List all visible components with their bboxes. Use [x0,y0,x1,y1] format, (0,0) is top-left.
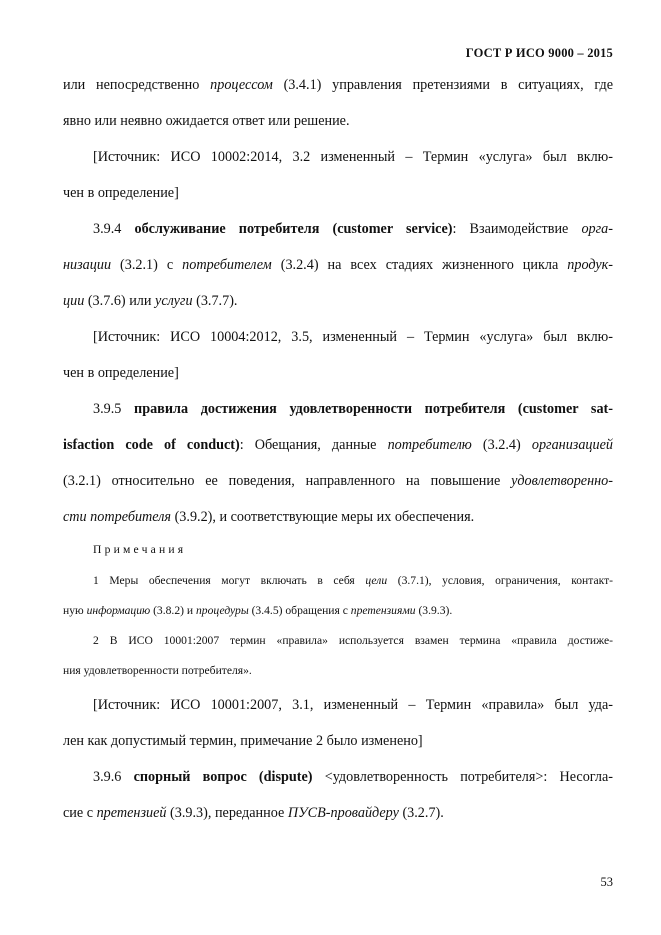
text-run: (3.9.2), и соответствующие меры их обеспечения. [171,509,475,525]
text-run: ния удовлетворенности потребителя». [63,664,252,677]
notes-heading [93,543,186,556]
text-run: удовлетворенно- [511,473,613,489]
text-run: ную [63,604,87,617]
text-run: обслуживание потребителя (customer service) [134,221,453,237]
text-line [93,220,613,238]
text-line [63,184,613,202]
text-line [93,328,613,346]
text-line [93,768,613,786]
text-line [93,400,613,418]
text-run: (3.8.2) и [150,604,196,617]
text-run: [Источник: ИСО 10002:2014, 3.2 измененный – Термин «услуга» был вклю- [93,149,613,165]
text-line [63,508,613,526]
text-run: 2 В ИСО 10001:2007 термин «правила» используется взамен термина «правила достиже- [93,634,613,647]
text-run: (3.2.4) на всех стадиях жизненного цикла [271,257,568,273]
text-run: информацию [86,604,151,617]
text-run: или непосредственно [63,77,211,93]
text-run: : Взаимодействие [452,221,582,237]
text-run: орга- [581,221,613,237]
text-run: чен в определение] [63,365,179,381]
text-run: isfaction code of conduct) [63,437,240,453]
text-run: сти потребителя [63,509,172,525]
text-run: процессом [210,77,273,93]
text-run: ПУСВ-провайдеру [287,805,399,821]
text-run: (3.9.3). [415,604,453,617]
text-run: (3.2.7). [398,805,444,821]
text-run: правила достижения удовлетворенности потребителя (customer sat- [134,401,613,417]
text-run: лен как допустимый термин, примечание 2 было изменено] [63,733,423,749]
text-run: 3.9.4 [93,221,135,237]
text-line [63,76,613,94]
note-line [63,602,613,620]
text-run: [Источник: ИСО 10004:2012, 3.5, измененный – Термин «услуга» был вклю- [93,329,613,345]
text-run: : Обещания, данные [239,437,388,453]
text-run: (3.2.1) относительно ее поведения, направленного на повышение [63,473,512,489]
text-run: (3.4.5) обращения с [248,604,351,617]
text-run: ции [63,293,85,309]
text-run: Примечания [93,543,187,556]
text-run: потребителю [387,437,472,453]
text-run: явно или неявно ожидается ответ или решение. [63,113,350,129]
text-run: (3.7.7). [192,293,238,309]
text-run: 3.9.5 [93,401,135,417]
text-run: сие с [63,805,97,821]
text-run: 1 Меры обеспечения могут включать в себя [93,574,366,587]
text-line [63,364,613,382]
text-line [93,148,613,166]
text-line [63,472,613,490]
text-run: процедуры [195,604,249,617]
text-run: цели [365,574,388,587]
text-run: <удовлетворенность потребителя>: Несогла- [312,769,613,785]
note-line [63,662,613,680]
text-run: (3.7.1), условия, ограничения, контакт- [387,574,613,587]
text-run: (3.4.1) управления претензиями в ситуациях, где [272,77,613,93]
text-run: 3.9.6 [93,769,134,785]
text-run: (3.2.4) [471,437,532,453]
text-run: претензией [96,805,167,821]
text-run: низации [63,257,112,273]
text-line [63,436,613,454]
text-line [93,696,613,714]
note-line [93,572,613,590]
text-run: организацией [531,437,613,453]
text-run: (3.9.3), переданное [166,805,288,821]
text-run: претензиями [350,604,416,617]
running-header: ГОСТ Р ИСО 9000 – 2015 [465,46,613,60]
text-run: (3.2.1) с [111,257,183,273]
text-run: чен в определение] [63,185,179,201]
text-run: услуги [155,293,193,309]
text-run: спорный вопрос (dispute) [133,769,313,785]
text-run: (3.7.6) или [84,293,156,309]
text-run: продук- [567,257,613,273]
note-line [93,632,613,650]
page-number: 53 [600,875,613,889]
text-line [63,292,613,310]
text-line [63,804,613,822]
text-run: потребителем [182,257,272,273]
text-line [63,112,613,130]
text-run: [Источник: ИСО 10001:2007, 3.1, измененный – Термин «правила» был уда- [93,697,613,713]
text-line [63,732,613,750]
text-line [63,256,613,274]
